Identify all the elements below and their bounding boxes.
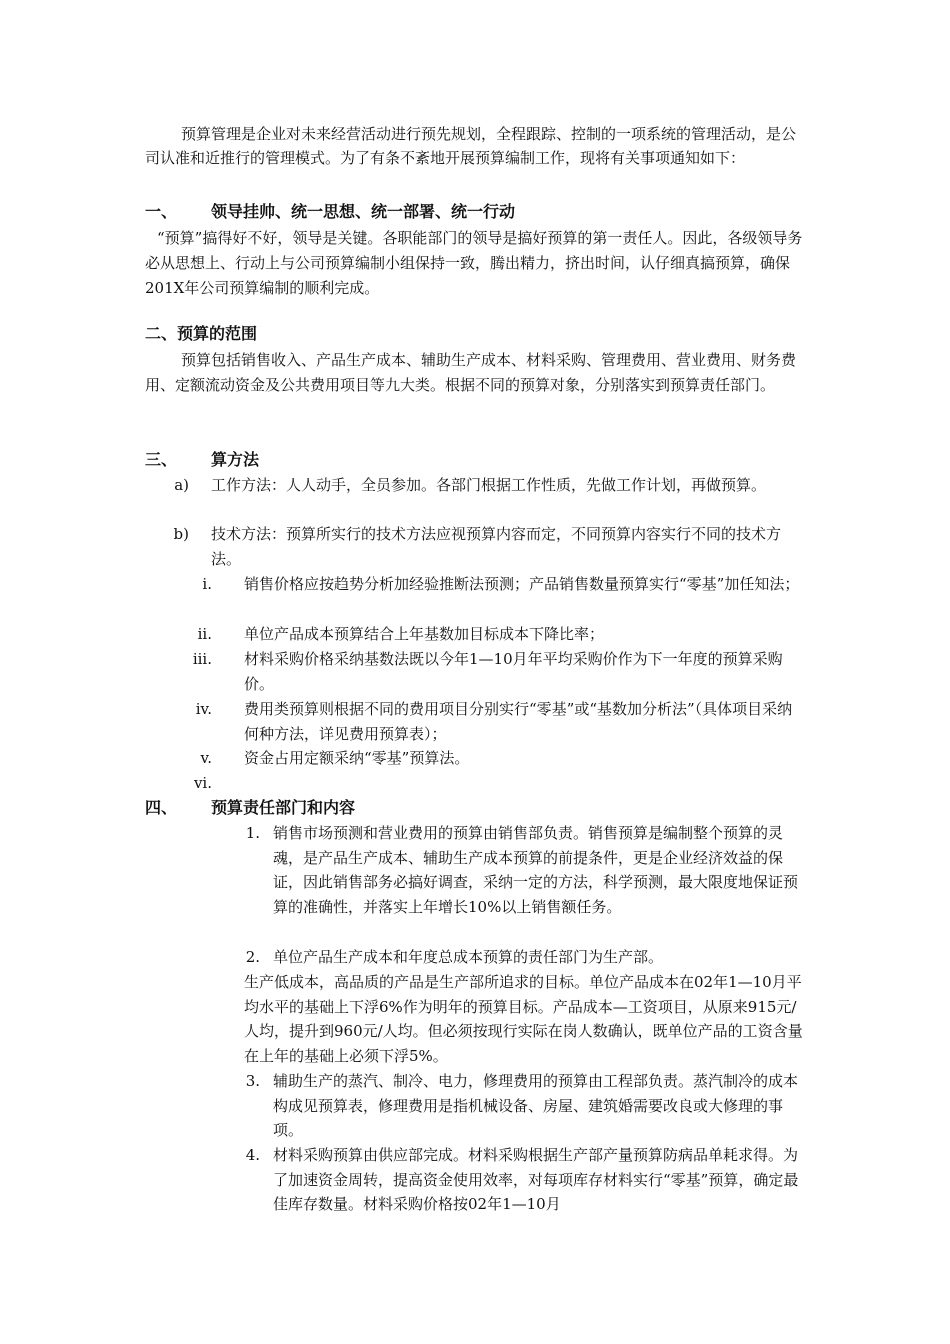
numbered-marker: 2. [245, 948, 260, 966]
list-text: 技术方法：预算所实行的技术方法应视预算内容而定，不同预算内容实行不同的技术方法。 [211, 525, 782, 568]
numbered-marker: 4. [245, 1146, 260, 1164]
section-3-title: 算方法 [211, 450, 260, 469]
section-1-title: 领导挂帅、统一思想、统一部署、统一行动 [211, 202, 516, 221]
sub-list-text: 资金占用定额采纳“零基”预算法。 [244, 749, 470, 767]
sub-list-text: 材料采购价格采纳基数法既以今年1—10月年平均采购价作为下一年度的预算采购价。 [244, 650, 783, 693]
numbered-marker: 1. [245, 824, 260, 842]
section-3-heading [145, 448, 259, 472]
section-1-number: 一、 [145, 202, 178, 221]
sub-list-text: 单位产品成本预算结合上年基数加目标成本下降比率； [244, 625, 605, 643]
list-marker: b) [173, 525, 189, 543]
sub-list-marker: v. [200, 749, 212, 767]
list-text: 工作方法：人人动手，全员参加。各部门根据工作性质，先做工作计划，再做预算。 [211, 476, 767, 494]
sub-list-text: 销售价格应按趋势分析加经验推断法预测；产品销售数量预算实行“零基”加任知法； [244, 575, 800, 593]
sub-list-text: 费用类预算则根据不同的费用项目分别实行“零基”或“基数加分析法”（具体项目采纳何种方法，详见费用预算表）； [244, 700, 793, 743]
numbered-text: 销售市场预测和营业费用的预算由销售部负责。销售预算是编制整个预算的灵魂，是产品生产成本、辅助生产成本预算的前提条件，更是企业经济效益的保证，因此销售部务必搞好调查，采纳一定的方法，科学预测，最大限度地保证预算的准确性，并落实上年增长10%以上销售额任务。 [273, 824, 799, 916]
section-4-heading [145, 796, 355, 820]
sub-list-marker: i. [202, 575, 212, 593]
section-1-heading [145, 200, 515, 224]
intro-paragraph: 预算管理是企业对未来经营活动进行预先规划，全程跟踪、控制的一项系统的管理活动，是公司认准和近推行的管理模式。为了有条不紊地开展预算编制工作，现将有关事项通知如下： [145, 125, 797, 167]
section-1-body: “预算”搞得好不好，领导是关键。各职能部门的领导是搞好预算的第一责任人。因此，各级领导务必从思想上、行动上与公司预算编制小组保持一致，腾出精力，挤出时间，认仔细真搞预算，确保201X年公司预算编制的顺利完成。 [145, 229, 803, 297]
section-3-number: 三、 [145, 450, 178, 469]
sub-list-marker: iv. [195, 700, 212, 718]
section-2-body: 预算包括销售收入、产品生产成本、辅助生产成本、材料采购、管理费用、营业费用、财务费用、定额流动资金及公共费用项目等九大类。根据不同的预算对象，分别落实到预算责任部门。 [145, 351, 797, 394]
sub-list-marker: iii. [192, 650, 212, 668]
numbered-text: 辅助生产的蒸汽、制冷、电力，修理费用的预算由工程部负责。蒸汽制冷的成本构成见预算表，修理费用是指机械设备、房屋、建筑婚需要改良或大修理的事项。 [273, 1072, 799, 1139]
list-marker: a) [174, 476, 189, 494]
section-4-number: 四、 [145, 798, 178, 817]
sub-list-marker: ii. [197, 625, 212, 643]
item-2-detail-text: 生产低成本，高品质的产品是生产部所追求的目标。单位产品成本在02年1—10月平均水平的基础上下浮6%作为明年的预算目标。产品成本—工资项目，从原来915元/人均，提升到960元/人均。但必须按现行实际在岗人数确认，既单位产品的工资含量在上年的基础上必须下浮5%。 [244, 973, 803, 1065]
sub-list-marker: vi. [193, 774, 212, 792]
numbered-text: 单位产品生产成本和年度总成本预算的责任部门为生产部。 [273, 948, 664, 966]
section-2-heading: 二、预算的范围 [145, 324, 258, 343]
numbered-marker: 3. [245, 1072, 260, 1090]
numbered-text: 材料采购预算由供应部完成。材料采购根据生产部产量预算防病品单耗求得。为了加速资金周转，提高资金使用效率，对每项库存材料实行“零基”预算，确定最佳库存数量。材料采购价格按02年1—10月 [273, 1146, 799, 1213]
section-4-title: 预算责任部门和内容 [211, 798, 356, 817]
